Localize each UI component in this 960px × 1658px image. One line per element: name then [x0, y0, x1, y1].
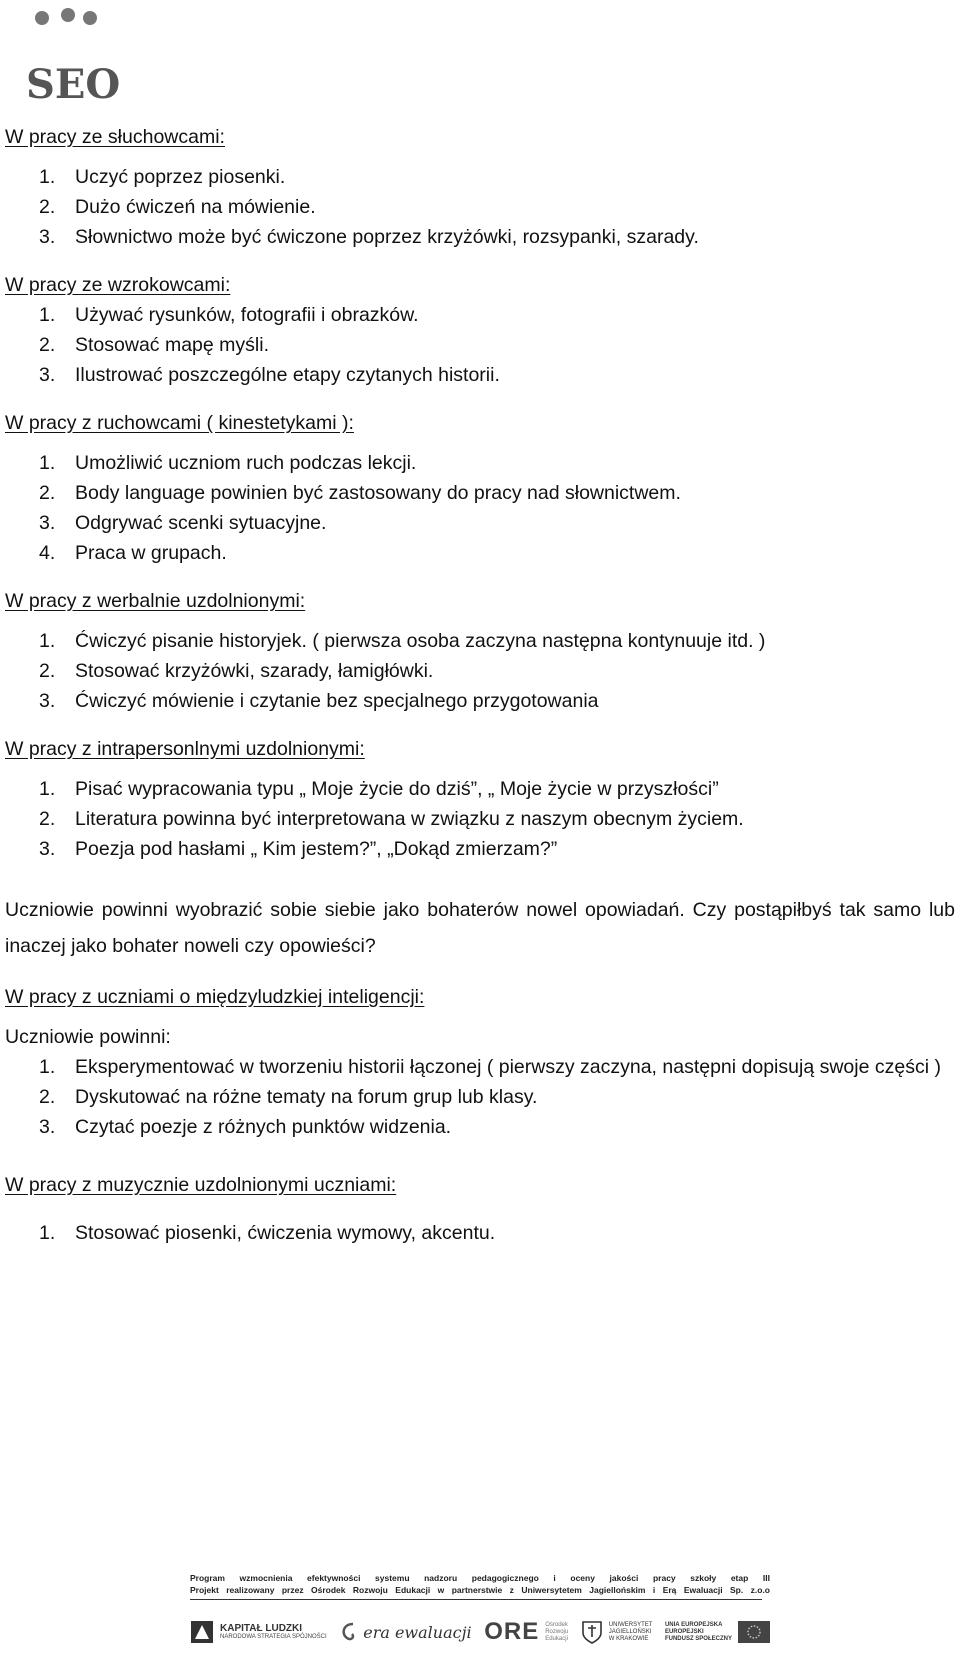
list-item — [5, 626, 955, 656]
item-text: Eksperymentować w tworzeniu historii łączonej ( pierwszy zaczyna, następni dopisują swoje części ) — [75, 1056, 941, 1078]
interpersonal-intro: Uczniowie powinni: — [5, 1026, 171, 1048]
list-intrapersonal — [5, 774, 955, 864]
list-item — [5, 162, 955, 192]
eu-text-line: FUNDUSZ SPOŁECZNY — [664, 1635, 732, 1642]
eu-text-line: EUROPEJSKI — [664, 1628, 704, 1635]
uj-crest-icon — [581, 1619, 603, 1645]
era-swirl-icon — [339, 1620, 357, 1644]
section-heading-musical: W pracy z muzycznie uzdolnionymi uczniami: — [5, 1174, 397, 1196]
item-number: 2. — [39, 482, 56, 504]
item-text: Odgrywać scenki sytuacyjne. — [75, 512, 327, 534]
list-item — [5, 1082, 955, 1112]
section-heading-verbal: W pracy z werbalnie uzdolnionymi: — [5, 590, 306, 612]
item-text: Stosować piosenki, ćwiczenia wymowy, akcentu. — [75, 1222, 496, 1244]
list-item — [5, 1052, 955, 1082]
footer-program-line: Program wzmocnienia efektywności systemu nadzoru pedagogicznego i oceny jakości pracy szkoły etap III — [190, 1573, 770, 1583]
list-kinesthetic — [5, 448, 955, 568]
uj-text-line: JAGIELLOŃSKI — [608, 1628, 652, 1635]
list-auditory — [5, 162, 955, 252]
item-number: 1. — [39, 1056, 56, 1078]
section-heading-interpersonal: W pracy z uczniami o międzyludzkiej inteligencji: — [5, 986, 425, 1008]
list-item — [5, 1218, 955, 1248]
list-item — [5, 508, 955, 538]
era-ewaluacji-logo — [339, 1620, 471, 1644]
item-text: Ćwiczyć pisanie historyjek. ( pierwsza osoba zaczyna następna kontynuuje itd. ) — [75, 630, 766, 652]
seo-logo-text: SEO — [26, 61, 121, 108]
item-text: Ćwiczyć mówienie i czytanie bez specjalnego przygotowania — [75, 690, 599, 712]
list-item — [5, 804, 955, 834]
list-item — [5, 834, 955, 864]
item-text: Czytać poezje z różnych punktów widzenia. — [75, 1116, 452, 1138]
item-number: 2. — [39, 1086, 56, 1108]
list-item — [5, 686, 955, 716]
item-text: Pisać wypracowania typu „ Moje życie do dziś”, „ Moje życie w przyszłości” — [75, 778, 719, 800]
seo-logo-graphic — [24, 8, 121, 108]
uj-text-line: UNIWERSYTET — [608, 1621, 653, 1628]
section-heading-visual: W pracy ze wzrokowcami: — [5, 274, 231, 296]
footer — [190, 1572, 770, 1600]
section-heading-auditory: W pracy ze słuchowcami: — [5, 126, 225, 148]
item-number: 3. — [39, 690, 56, 712]
item-text: Literatura powinna być interpretowana w związku z naszym obecnym życiem. — [75, 808, 744, 830]
item-text: Body language powinien być zastosowany do pracy nad słownictwem. — [75, 482, 681, 504]
list-item — [5, 538, 955, 568]
ore-subtitle-line: Edukacji — [545, 1635, 568, 1642]
list-verbal — [5, 626, 955, 716]
item-text: Stosować mapę myśli. — [75, 334, 269, 356]
ore-subtitle-line: Rozwoju — [545, 1628, 569, 1635]
item-text: Słownictwo może być ćwiczone poprzez krzyżówki, rozsypanki, szarady. — [75, 226, 699, 248]
item-number: 3. — [39, 364, 56, 386]
kapital-ludzki-title: KAPITAŁ LUDZKI — [220, 1623, 303, 1634]
item-number: 1. — [39, 304, 56, 326]
item-text: Ilustrować poszczególne etapy czytanych historii. — [75, 364, 500, 386]
item-number: 1. — [39, 452, 56, 474]
eu-logo — [665, 1621, 770, 1643]
list-item — [5, 192, 955, 222]
era-ewaluacji-text: era ewaluacji — [363, 1622, 472, 1642]
section-heading-kinesthetic: W pracy z ruchowcami ( kinestetykami ): — [5, 412, 354, 434]
footer-project-line: Projekt realizowany przez Ośrodek Rozwoju Edukacji w partnerstwie z Uniwersytetem Jagiellońskim i Erą Ewaluacji Sp. z.o.o — [190, 1585, 770, 1595]
item-text: Uczyć poprzez piosenki. — [75, 166, 286, 188]
list-item — [5, 300, 955, 330]
kapital-ludzki-subtitle: NARODOWA STRATEGIA SPÓJNOŚCI — [220, 1634, 327, 1640]
list-interpersonal — [5, 1052, 955, 1142]
list-item — [5, 448, 955, 478]
kapital-ludzki-logo — [190, 1620, 327, 1644]
item-number: 4. — [39, 542, 56, 564]
document-content — [5, 122, 955, 1248]
item-number: 1. — [39, 778, 56, 800]
item-number: 1. — [39, 166, 56, 188]
list-item — [5, 656, 955, 686]
section-heading-intrapersonal: W pracy z intrapersonlnymi uzdolnionymi: — [5, 738, 365, 760]
list-musical — [5, 1218, 955, 1248]
item-number: 1. — [39, 630, 56, 652]
kapital-ludzki-icon — [190, 1620, 214, 1644]
ore-subtitle-line: Ośrodek — [545, 1621, 568, 1628]
list-item — [5, 360, 955, 390]
ore-text: ORE — [484, 1618, 540, 1645]
list-item — [5, 1112, 955, 1142]
eu-text-line: UNIA EUROPEJSKA — [664, 1621, 723, 1628]
seo-logo — [24, 8, 121, 108]
item-text: Stosować krzyżówki, szarady, łamigłówki. — [75, 660, 434, 682]
eu-flag-icon — [738, 1621, 770, 1643]
item-text: Dyskutować na różne tematy na forum grup lub klasy. — [75, 1086, 538, 1108]
list-item — [5, 774, 955, 804]
footer-divider — [190, 1599, 762, 1600]
item-text: Umożliwić uczniom ruch podczas lekcji. — [75, 452, 417, 474]
list-item — [5, 478, 955, 508]
uj-text-line: W KRAKOWIE — [608, 1635, 649, 1642]
item-number: 2. — [39, 808, 56, 830]
item-text: Dużo ćwiczeń na mówienie. — [75, 196, 316, 218]
list-visual — [5, 300, 955, 390]
list-item — [5, 222, 955, 252]
item-number: 1. — [39, 1222, 56, 1244]
item-number: 2. — [39, 334, 56, 356]
paragraph-heroes: Uczniowie powinni wyobrazić sobie siebie jako bohaterów nowel opowiadań. Czy postąpiłbyś tak samo lub inaczej jako bohater noweli czy opowieści? — [5, 899, 955, 957]
item-number: 3. — [39, 226, 56, 248]
footer-logos — [190, 1612, 770, 1652]
ore-logo — [484, 1618, 568, 1646]
item-number: 3. — [39, 512, 56, 534]
item-number: 2. — [39, 660, 56, 682]
item-number: 3. — [39, 838, 56, 860]
item-number: 2. — [39, 196, 56, 218]
list-item — [5, 330, 955, 360]
item-text: Poezja pod hasłami „ Kim jestem?”, „Dokąd zmierzam?” — [75, 838, 558, 860]
item-text: Praca w grupach. — [75, 542, 227, 564]
item-text: Używać rysunków, fotografii i obrazków. — [75, 304, 419, 326]
uj-logo — [581, 1619, 653, 1645]
item-number: 3. — [39, 1116, 56, 1138]
